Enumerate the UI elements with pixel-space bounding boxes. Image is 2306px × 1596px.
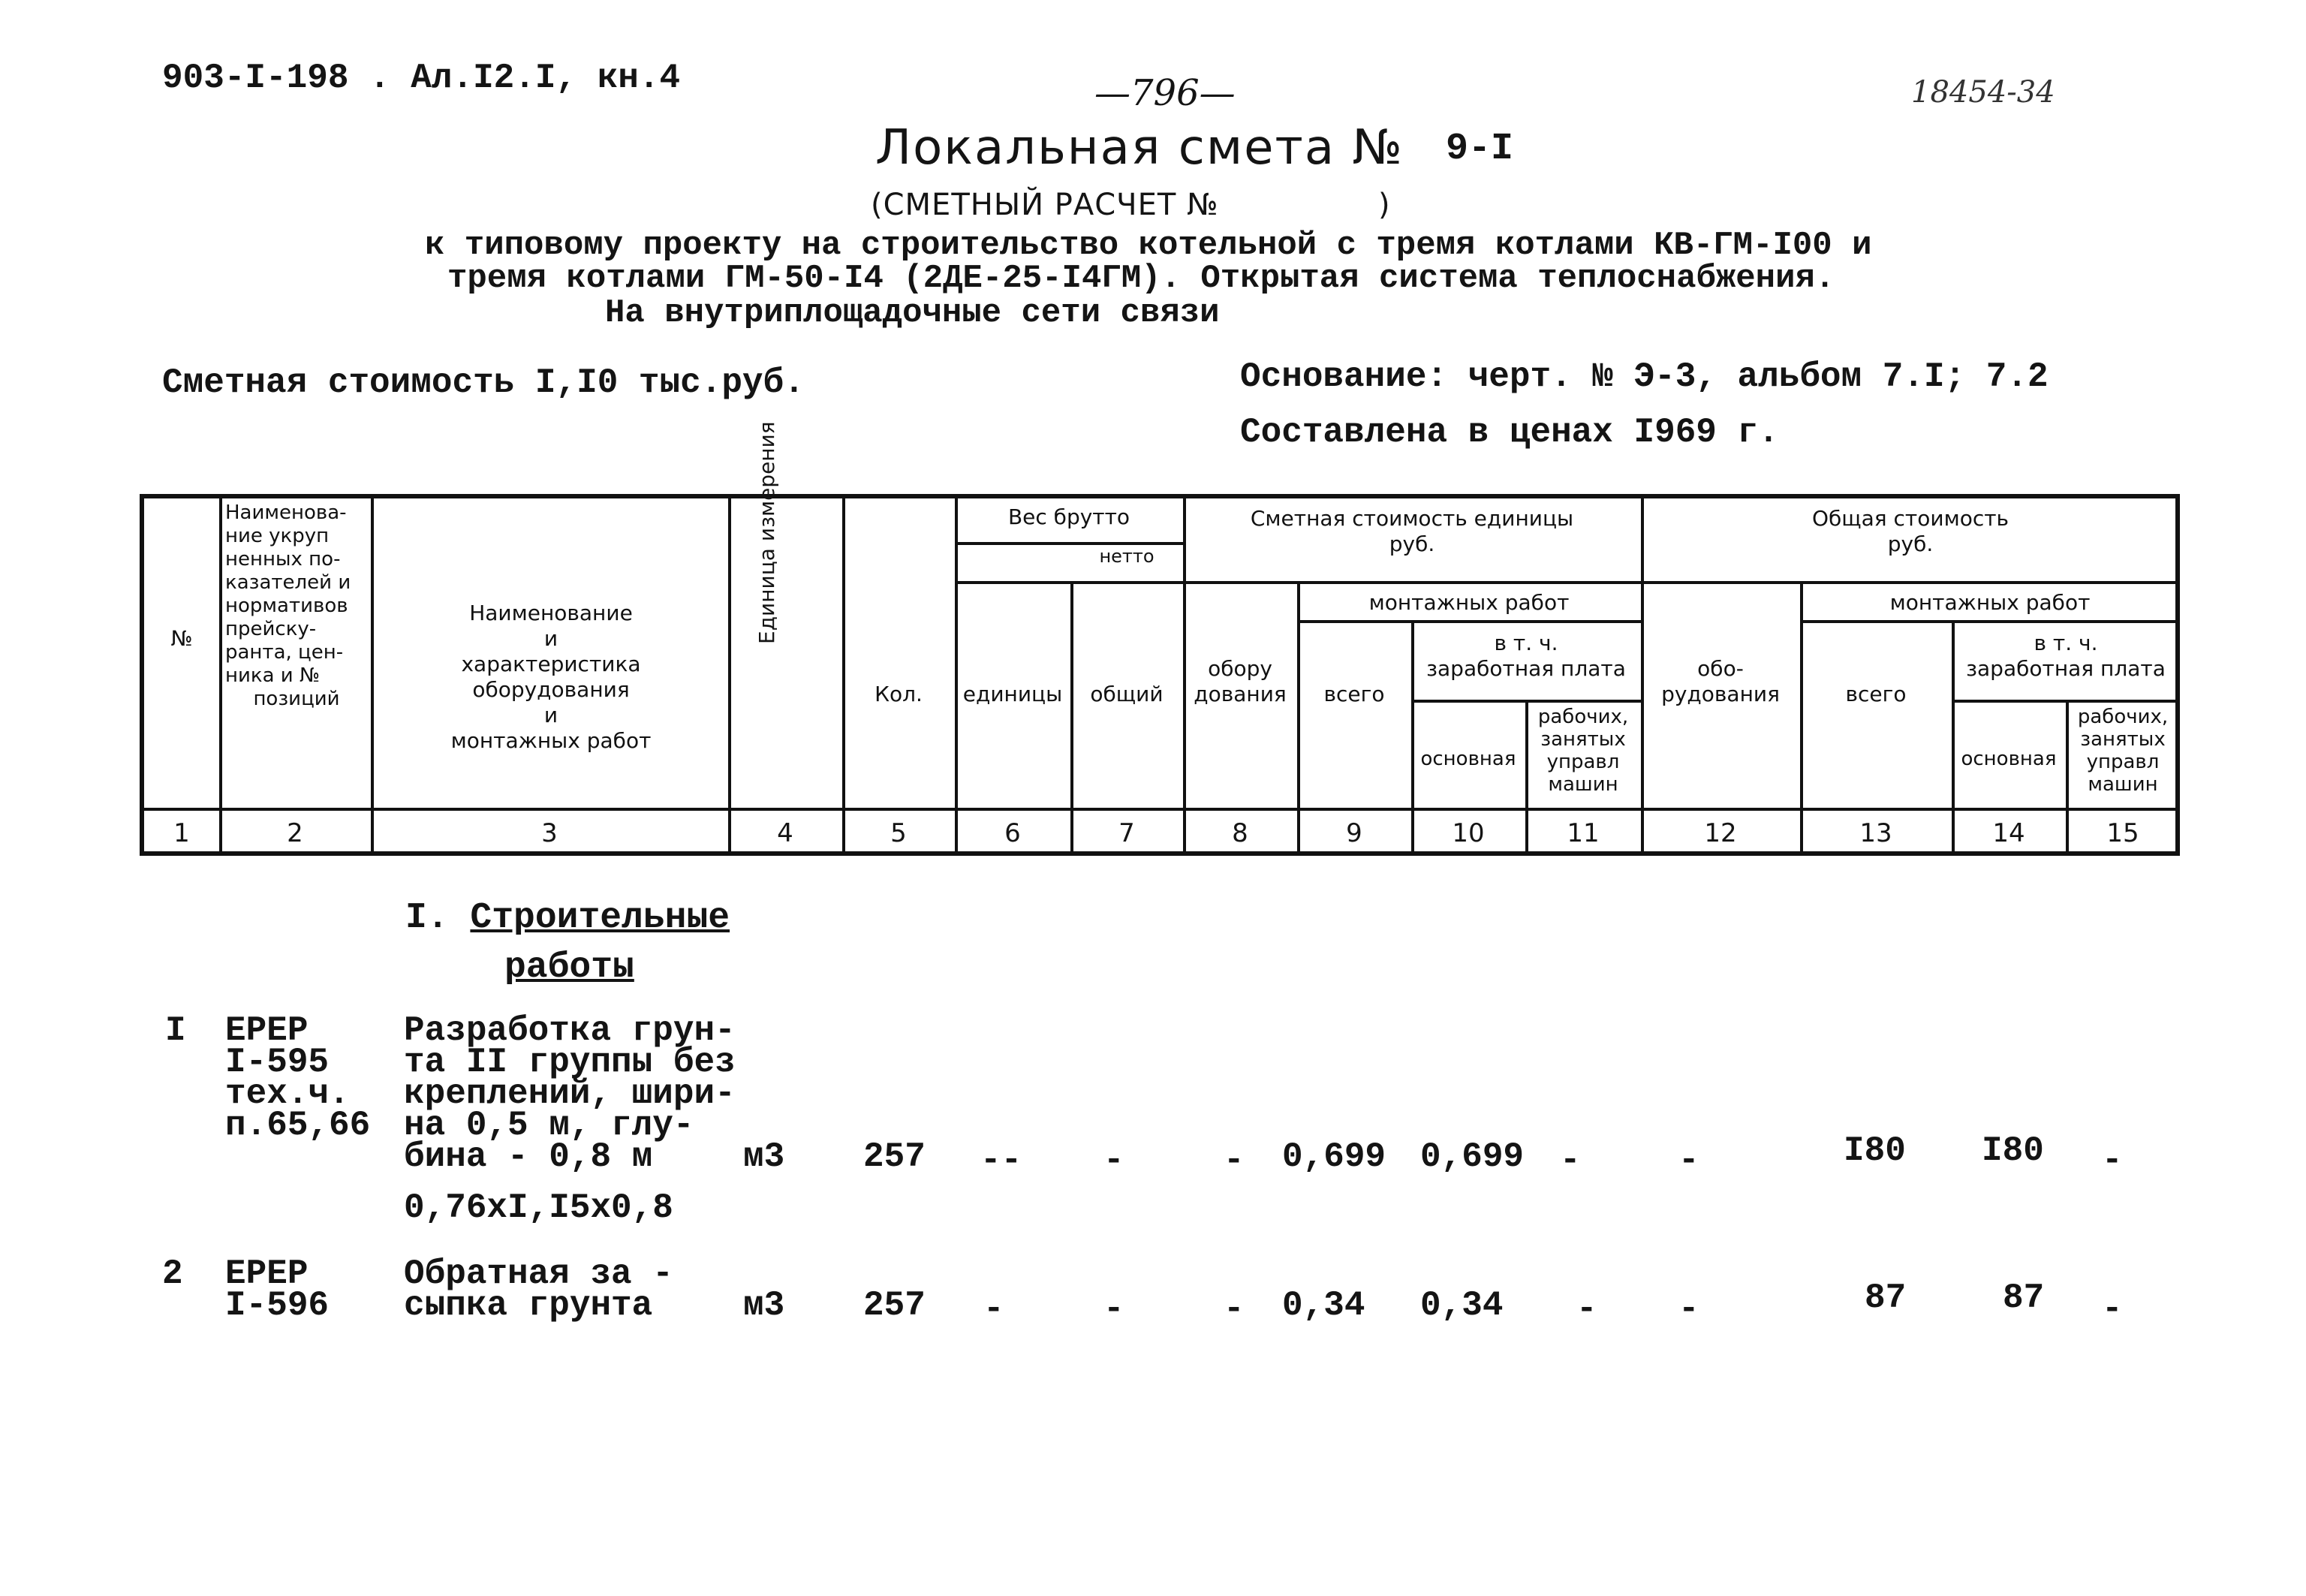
- row-2-unit-basic: 0,34: [1420, 1286, 1504, 1325]
- row-1-qty: 257: [863, 1137, 926, 1176]
- unit-wages-header: в т. ч. заработная плата: [1426, 631, 1626, 681]
- row-2-code: ЕРЕР I-596: [225, 1254, 330, 1325]
- weight-total-header: общий: [1090, 682, 1164, 706]
- row-2-qty: 257: [863, 1286, 926, 1325]
- weight-unit-header: единицы: [962, 682, 1063, 706]
- archive-number: 18454-34: [1911, 75, 2055, 110]
- column-number: 15: [2106, 818, 2139, 848]
- section-title-line-2: работы: [504, 947, 634, 988]
- unit-machine-header: рабочих, занятых управл машин: [1537, 706, 1629, 796]
- row-1-unit: м3: [743, 1137, 785, 1176]
- description-line-2: тремя котлами ГМ-50-I4 (2ДЕ-25-I4ГМ). Открытая система теплоснабжения.: [447, 260, 1835, 297]
- total-machine-header: рабочих, занятых управл машин: [2077, 706, 2169, 796]
- description-line-1: к типовому проекту на строительство котельной с тремя котлами КВ-ГМ-I00 и: [425, 227, 1872, 264]
- unit-basic-header: основная: [1420, 748, 1516, 770]
- col-code-header: Наименова- ние укруп ненных по- казателей и нормативов прейску- ранта, цен- ника и № позиций: [225, 501, 351, 710]
- page-number: —796—: [1094, 72, 1236, 114]
- estimate-number: 9-I: [1446, 128, 1514, 170]
- row-2-name: Обратная за - сыпка грунта: [404, 1254, 673, 1325]
- weight-gross-header: Вес брутто: [1007, 504, 1130, 529]
- document-code: 903-I-198 . Ал.I2.I, кн.4: [162, 59, 681, 98]
- row-1-formula: 0,76хI,I5х0,8: [404, 1188, 673, 1227]
- row-2-weight-unit: -: [983, 1290, 1004, 1329]
- row-2-total: 87: [1865, 1278, 1907, 1317]
- row-1-unit-total: 0,699: [1282, 1137, 1386, 1176]
- column-number: 3: [541, 818, 558, 848]
- row-1-equipment-total: -: [1678, 1141, 1699, 1180]
- column-number: 8: [1232, 818, 1248, 848]
- row-2-number: 2: [162, 1254, 183, 1293]
- row-1-total-basic: I80: [1982, 1131, 2044, 1170]
- column-number: 1: [173, 818, 190, 848]
- col-name-header: Наименование и характеристика оборудования и монтажных работ: [450, 601, 652, 753]
- row-1-weight-total: -: [1103, 1141, 1124, 1180]
- column-number: 6: [1004, 818, 1021, 848]
- unit-cost-header: Сметная стоимость единицы руб.: [1250, 506, 1574, 556]
- section-title: I. Строительные: [405, 898, 730, 938]
- total-equipment-header: обо- рудования: [1661, 656, 1780, 706]
- row-2-equipment-total: -: [1678, 1290, 1699, 1329]
- calculation-subtitle: (СМЕТНЫЙ РАСЧЕТ №: [871, 188, 1219, 222]
- col-unit-header: Единица измерения: [754, 421, 779, 644]
- estimated-cost: Сметная стоимость I,I0 тыс.руб.: [162, 363, 805, 402]
- row-2-total-machine: -: [2102, 1290, 2123, 1329]
- column-number: 13: [1859, 818, 1892, 848]
- column-number: 9: [1346, 818, 1362, 848]
- row-2-unit-machine: -: [1576, 1290, 1597, 1329]
- estimate-table-header: [140, 494, 2180, 856]
- total-total-header: всего: [1845, 682, 1907, 706]
- row-2-unit-total: 0,34: [1282, 1286, 1365, 1325]
- column-number: 14: [1992, 818, 2025, 848]
- row-2-total-basic: 87: [2003, 1278, 2045, 1317]
- row-1-total: I80: [1844, 1131, 1906, 1170]
- row-1-unit-machine: -: [1560, 1141, 1581, 1180]
- row-2-equipment: -: [1224, 1290, 1245, 1329]
- col-qty-header: Кол.: [875, 682, 923, 706]
- column-number: 12: [1704, 818, 1737, 848]
- unit-total-header: всего: [1323, 682, 1385, 706]
- basis-reference: Основание: черт. № Э-3, альбом 7.I; 7.2: [1240, 357, 2049, 396]
- total-wages-header: в т. ч. заработная плата: [1966, 631, 2166, 681]
- row-1-unit-basic: 0,699: [1420, 1137, 1525, 1176]
- total-install-header: монтажных работ: [1889, 590, 2091, 615]
- row-1-name: Разработка грун- та II группы без креплений, шири- на 0,5 м, глу- бина - 0,8 м: [404, 1011, 736, 1176]
- row-2-unit: м3: [743, 1286, 785, 1325]
- column-number: 10: [1452, 818, 1485, 848]
- unit-install-header: монтажных работ: [1368, 590, 1570, 615]
- row-1-code: ЕРЕР I-595 тех.ч. п.65,66: [225, 1011, 371, 1145]
- column-number: 11: [1567, 818, 1600, 848]
- total-basic-header: основная: [1961, 748, 2057, 770]
- weight-net-header: нетто: [1099, 546, 1155, 567]
- price-year: Составлена в ценах I969 г.: [1240, 413, 1779, 452]
- column-number: 7: [1118, 818, 1135, 848]
- description-line-3: На внутриплощадочные сети связи: [605, 294, 1220, 332]
- row-2-weight-total: -: [1103, 1290, 1124, 1329]
- total-cost-header: Общая стоимость руб.: [1811, 506, 2009, 556]
- column-number: 5: [890, 818, 907, 848]
- unit-equipment-header: обору дования: [1194, 656, 1287, 706]
- row-1-total-machine: -: [2102, 1141, 2123, 1180]
- row-1-number: I: [165, 1011, 186, 1050]
- column-number: 4: [777, 818, 793, 848]
- calculation-subtitle-close: ): [1378, 188, 1390, 222]
- col-no-header: №: [170, 626, 193, 651]
- estimate-title: Локальная смета №: [875, 120, 1404, 176]
- column-number: 2: [287, 818, 303, 848]
- row-1-equipment: -: [1224, 1141, 1245, 1180]
- row-1-weight-unit: --: [980, 1141, 1022, 1180]
